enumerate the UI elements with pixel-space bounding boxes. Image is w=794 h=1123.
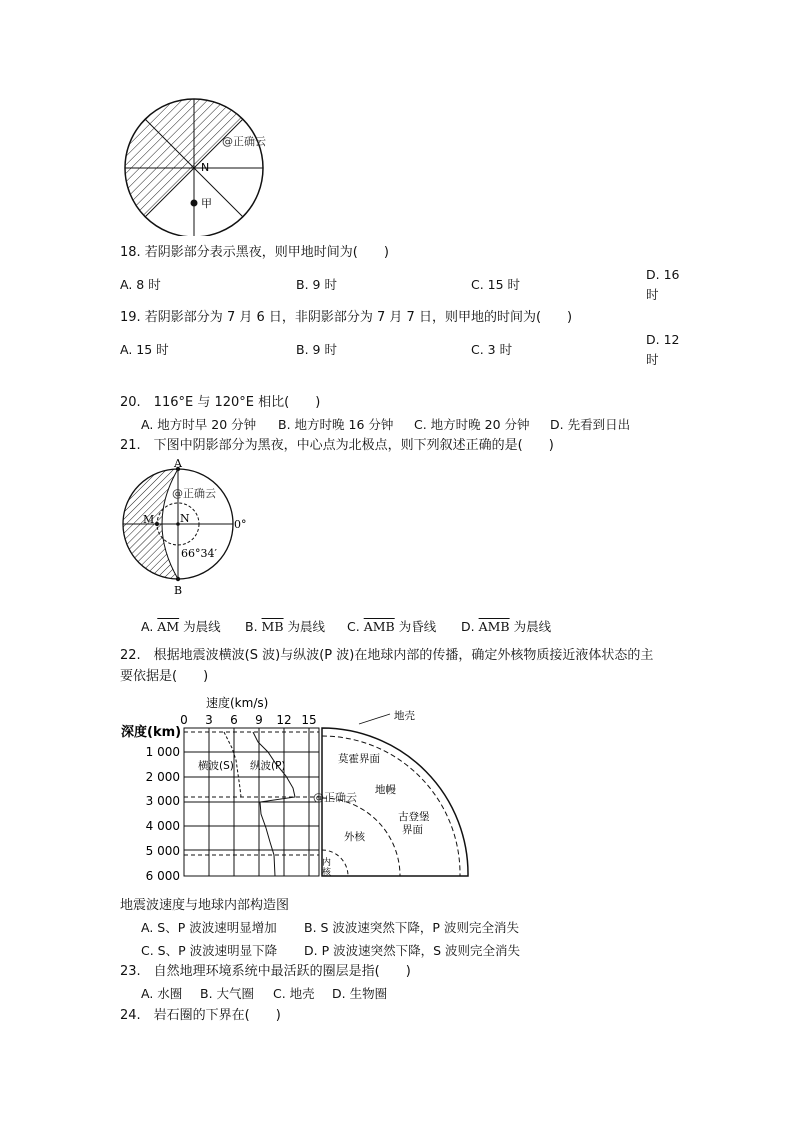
depth-tick: 5 000 bbox=[145, 844, 180, 858]
q20-stem: 20. 116°E 与 120°E 相比( ) bbox=[120, 395, 321, 410]
depth-tick: 2 000 bbox=[145, 770, 180, 784]
speed-tick: 0 bbox=[180, 713, 188, 727]
q20-option-c[interactable]: C. 地方时晚 20 分钟 bbox=[414, 417, 530, 432]
q21-option-a[interactable]: A. $\overline{AM}$ 为晨线 bbox=[141, 619, 221, 634]
q18-stem: 18. 若阴影部分表示黑夜，则甲地时间为( ) bbox=[120, 245, 389, 260]
q22-figure-caption: 地震波速度与地球内部构造图 bbox=[120, 898, 290, 913]
q21-option-d[interactable]: D. $\overline{AMB}$ 为晨线 bbox=[461, 619, 552, 634]
depth-tick: 1 000 bbox=[145, 745, 180, 759]
boundary-lines bbox=[184, 732, 319, 855]
inner-core-label-2: 核 bbox=[322, 868, 332, 878]
watermark: @正确云 bbox=[222, 135, 266, 148]
q20-option-b[interactable]: B. 地方时晚 16 分钟 bbox=[278, 417, 394, 432]
outer-core-label: 外核 bbox=[344, 831, 365, 843]
point-m bbox=[155, 522, 159, 526]
speed-tick: 12 bbox=[276, 713, 292, 727]
q18-option-b[interactable]: B. 9 时 bbox=[296, 277, 337, 292]
q22-option-a[interactable]: A. S、P 波波速明显增加 bbox=[141, 920, 277, 935]
q18-option-c[interactable]: C. 15 时 bbox=[471, 277, 521, 292]
moho-label: 莫霍界面 bbox=[338, 753, 380, 765]
label-latitude: 66°34′ bbox=[181, 547, 217, 560]
q19-option-b[interactable]: B. 9 时 bbox=[296, 342, 337, 357]
speed-tick: 15 bbox=[301, 713, 317, 727]
q18-option-d-line1[interactable]: D. 16 bbox=[646, 267, 680, 282]
q19-option-a[interactable]: A. 15 时 bbox=[120, 342, 169, 357]
speed-axis-label: 速度(km/s) bbox=[206, 696, 269, 710]
speed-tick: 9 bbox=[255, 713, 263, 727]
s-wave-label: 横波(S) bbox=[198, 760, 234, 772]
q23-stem: 23. 自然地理环境系统中最活跃的圈层是指( ) bbox=[120, 964, 411, 979]
label-n: N bbox=[180, 512, 190, 525]
label-b: B bbox=[174, 584, 183, 597]
watermark: @正确云 bbox=[172, 487, 216, 500]
night-shading bbox=[125, 96, 245, 217]
depth-tick: 3 000 bbox=[145, 794, 180, 808]
figure-terminator-diagram bbox=[116, 456, 256, 598]
q21-option-c[interactable]: C. $\overline{AMB}$ 为昏线 bbox=[347, 619, 437, 634]
speed-tick: 6 bbox=[230, 713, 238, 727]
inner-core-label-1: 内 bbox=[322, 858, 332, 868]
speed-tick: 3 bbox=[205, 713, 213, 727]
point-jia-label: 甲 bbox=[201, 197, 212, 210]
watermark: @正确云 bbox=[313, 791, 357, 804]
gutenberg-label-1: 古登堡 bbox=[398, 811, 430, 823]
q22-option-c[interactable]: C. S、P 波波速明显下降 bbox=[141, 943, 278, 958]
q20-option-d[interactable]: D. 先看到日出 bbox=[550, 417, 631, 432]
q18-option-d-line2[interactable]: 时 bbox=[646, 287, 659, 302]
q22-option-d[interactable]: D. P 波波速突然下降，S 波则完全消失 bbox=[304, 943, 520, 958]
q23-option-c[interactable]: C. 地壳 bbox=[273, 986, 315, 1001]
speed-ticks bbox=[180, 713, 316, 727]
q21-option-b[interactable]: B. $\overline{MB}$ 为晨线 bbox=[245, 619, 326, 634]
crust-label: 地壳 bbox=[394, 710, 415, 722]
q19-option-c[interactable]: C. 3 时 bbox=[471, 342, 513, 357]
q23-option-b[interactable]: B. 大气圈 bbox=[200, 986, 255, 1001]
point-jia-marker bbox=[191, 200, 198, 207]
depth-tick: 6 000 bbox=[145, 869, 180, 883]
q19-option-d-line1[interactable]: D. 12 bbox=[646, 332, 680, 347]
q22-stem-line2: 要依据是( ) bbox=[120, 669, 209, 684]
q24-stem: 24. 岩石圈的下界在( ) bbox=[120, 1008, 281, 1023]
q20-option-a[interactable]: A. 地方时早 20 分钟 bbox=[141, 417, 257, 432]
depth-axis-label: 深度(km) bbox=[121, 725, 182, 740]
label-meridian: 0° bbox=[234, 518, 247, 531]
q23-option-d[interactable]: D. 生物圈 bbox=[332, 986, 388, 1001]
q19-stem: 19. 若阴影部分为 7 月 6 日，非阴影部分为 7 月 7 日，则甲地的时间为( ) bbox=[120, 310, 573, 325]
q22-stem-line1: 22. 根据地震波横波(S 波)与纵波(P 波)在地球内部的传播，确定外核物质接近液体状态的主 bbox=[120, 648, 654, 663]
label-a: A bbox=[174, 457, 182, 470]
label-m: M bbox=[143, 513, 155, 526]
chart-grid bbox=[184, 728, 319, 876]
p-wave-label: 纵波(P) bbox=[250, 760, 286, 772]
figure-seismic-wave-chart bbox=[118, 692, 478, 888]
gutenberg-label-2: 界面 bbox=[402, 824, 423, 836]
point-b bbox=[176, 577, 180, 581]
mantle-label: 地幔 bbox=[375, 784, 396, 796]
q23-option-a[interactable]: A. 水圈 bbox=[141, 986, 183, 1001]
q21-stem: 21. 下图中阴影部分为黑夜，中心点为北极点，则下列叙述正确的是( ) bbox=[120, 438, 554, 453]
depth-ticks bbox=[146, 745, 180, 883]
q19-option-d-line2[interactable]: 时 bbox=[646, 352, 659, 367]
q22-option-b[interactable]: B. S 波波速突然下降，P 波则完全消失 bbox=[304, 920, 519, 935]
center-label-n: N bbox=[201, 161, 210, 174]
depth-tick: 4 000 bbox=[145, 819, 180, 833]
q18-option-a[interactable]: A. 8 时 bbox=[120, 277, 161, 292]
figure-polar-diagram bbox=[118, 96, 278, 236]
